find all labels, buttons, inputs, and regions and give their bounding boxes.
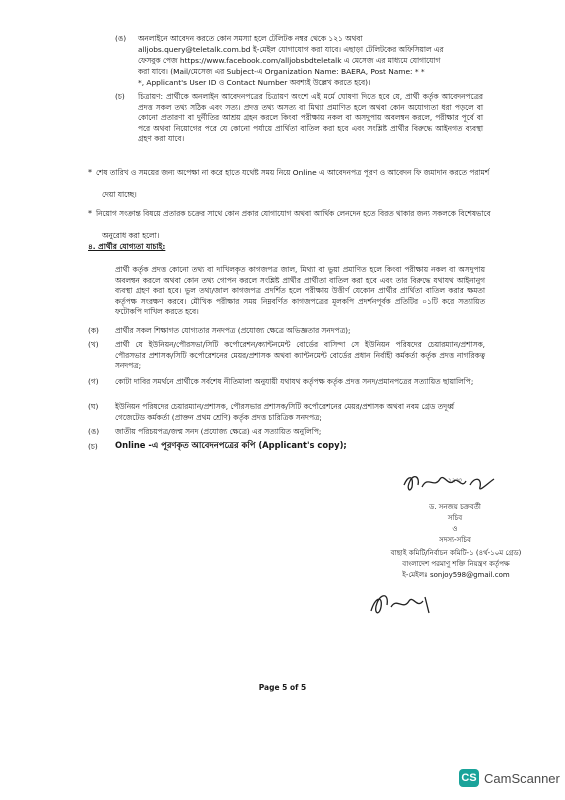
bullet-icon: * [88,168,92,177]
item-text-line: অনলাইনে আবেদন করতে কোন সমস্যা হলে টেলিটক নম্বর থেকে ১২১ অথবা [138,34,363,43]
initial-scribble [365,587,435,621]
signature-date: ১২।৩ [448,477,462,484]
signer-email: ই-মেইলঃ sonjoy598@gmail.com [402,571,510,579]
section-intro: প্রার্থী কর্তৃক প্রদত্ত কোনো তথ্য বা দাখিলকৃত কাগজপত্র জাল, মিথ্যা বা ভুয়া প্রমাণিত হলে কিংবা পরীক্ষায় নকল বা অসদুপায় অবলম্বন করলে অথবা কোন তথ্য গোপন করলে সংশ্লিষ্ট প্রার্থীর প্রার্থীতা বাতিল করা হবে এবং তার বিরুদ্ধে যথাযথ আইনানুগ ব্যবস্থা গ্রহণ করা হবে। ভুল তথ্য/জাল কাগজপত্র প্রদর্শিত হলে পরীক্ষায় উত্তীর্ণ যেকোন প্রার্থীর প্রার্থিতা বাতিল করার ক্ষমতা কর্তৃপক্ষ সংরক্ষণ করবে। মৌখিক পরীক্ষার সময় নিম্নবর্ণিত কাগজপত্রের মূলকপি প্রদর্শনপূর্বক প্রতিটির ০১টি করে সত্যায়িত ফটোকপি দাখিল করতে হবে। [115,265,485,317]
camscanner-name: CamScanner [484,770,560,786]
item-text-line: alljobs.query@teletalk.com.bd ই-মেইল যোগাযোগ করা যাবে। এছাড়া টেলিটকের অফিসিয়াল এর [138,45,444,54]
list-item-label: (খ) [88,340,99,349]
list-item: প্রার্থী যে ইউনিয়ন/পৌরসভা/সিটি কর্পোরেশন/ক্যান্টনমেন্ট বোর্ডের বাসিন্দা সে ইউনিয়ন পরিষদের চেয়ারম্যান/প্রশাসক, পৌরসভার প্রশাসক/সিটি কর্পোরেশনের মেয়র/প্রশাসক অথবা ক্যান্টনমেন্ট বোর্ডের প্রধান নির্বাহী কর্মকর্তা কর্তৃক প্রদত্ত নাগরিকত্ব সনদপত্র; [115,340,485,371]
item-label: (ঙ) [115,34,127,43]
organization-name: বাংলাদেশ পরমাণু শক্তি নিয়ন্ত্রণ কর্তৃপক্ষ [402,560,510,568]
note-line: নিয়োগ সংক্রান্ত বিষয়ে প্রতারক চক্রের সাথে কোন প্রকার যোগাযোগ অথবা আর্থিক লেনদেন হতে বিরত থাকার জন্য সকলকে বিশেষভাবে [96,209,491,218]
note-line: অনুরোধ করা হলো। [102,231,160,240]
list-item-label: (ক) [88,326,99,335]
list-item-label: (ঘ) [88,402,99,411]
camscanner-watermark [459,769,560,787]
declaration-paragraph: চিত্রায়ণ: প্রার্থীকে অনলাইন আবেদনপত্রের চিত্রায়ণ অংশে এই মর্মে ঘোষণা দিতে হবে যে, প্রার্থী কর্তৃক আবেদনপত্রের প্রদত্ত সকল তথ্য সঠিক এবং সত্য। প্রদত্ত তথ্য অসত্য বা মিথ্যা প্রমাণিত হলে অথবা কোন অযোগ্যতা ধরা পড়লে বা কোনো প্রতারণা বা দুর্নীতির আশ্রয় গ্রহন করলে কিংবা পরীক্ষায় নকল বা অসদুপায় অবলম্বন করলে, পরীক্ষার পূর্বে বা পরে অথবা নিয়োগের পরে যে কোনো পর্যায়ে প্রার্থিতা বাতিল করা হবে এবং সংশ্লিষ্ট প্রার্থীর বিরুদ্ধে আইনগত ব্যবস্থা গ্রহণ করা যাবে। [138,92,483,144]
list-item: কোটা দাবির সমর্থনে প্রার্থীকে সর্বশেষ নীতিমালা অনুযায়ী যথাযথ কর্তৃপক্ষ কর্তৃক প্রদত্ত সনদ/প্রমানপত্রের সত্যায়িত ছায়ালিপি; [115,377,474,386]
signature-block [380,502,530,546]
list-item-label: (চ) [88,442,98,451]
note-line: শেষ তারিখ ও সময়ের জন্য অপেক্ষা না করে হাতে যথেষ্ট সময় নিয়ে Online এ আবেদনপত্র পূরণ ও আবেদন ফি জমাদান করতে পরামর্শ [96,168,490,177]
signer-title: সচিব [447,514,463,522]
list-item: ইউনিয়ন পরিষদের চেয়ারম্যান/প্রশাসক, পৌরসভার প্রশাসক/সিটি কর্পোরেশনের মেয়র/প্রশাসক অথবা নবম গ্রেড তদূর্ধ্ব গেজেটেড কর্মকর্তা (প্রাক্তন প্রথম শ্রেণি) কর্তৃক প্রদত্ত চারিত্রিক সনদপত্র; [115,402,454,422]
section-heading: ৪. প্রার্থীর যোগ্যতা যাচাই: [88,242,166,251]
item-text-line: *, Applicant's User ID ও Contact Number অবশ্যই উল্লেখ করতে হবে)। [138,78,371,87]
list-item-label: (গ) [88,377,99,386]
note-line: দেয়া যাচ্ছে। [102,190,137,199]
item-text-line: করা যাবে। (Mail/মেসেজ এর Subject-এ Organization Name: BAERA, Post Name: * * [138,67,425,76]
list-item: প্রার্থীর সকল শিক্ষাগত যোগ্যতার সনদপত্র (প্রযোজ্য ক্ষেত্রে অভিজ্ঞতার সনদপত্র); [115,326,351,335]
list-item: জাতীয় পরিচয়পত্র/জন্ম সনদ (প্রযোজ্য ক্ষেত্রে) এর সত্যায়িত অনুলিপি; [115,427,322,436]
item-label: (চ) [115,92,125,101]
list-item: Online -এ পূরণকৃত আবেদনপত্রের কপি (Applicant's copy); [115,440,347,450]
page-number: Page 5 of 5 [258,683,307,692]
committee-name: বাছাই কমিটি/নির্বাচন কমিটি-১ (৪র্থ-১০ম গ্রেড) [390,549,522,557]
signer-title: সদস্য-সচিব [439,536,471,544]
bullet-icon: * [88,209,92,218]
signer-and: ও [452,525,458,533]
list-item-label: (ঙ) [88,427,100,436]
signer-name: ড. সনজয় চক্রবর্তী [429,503,481,511]
camscanner-logo: CS [459,769,479,787]
item-text-line: ফেসবুক পেজ https://www.facebook.com/alljobsbdteletalk এ মেসেজ এর মাধ্যমে যোগাযোগ [138,56,441,65]
